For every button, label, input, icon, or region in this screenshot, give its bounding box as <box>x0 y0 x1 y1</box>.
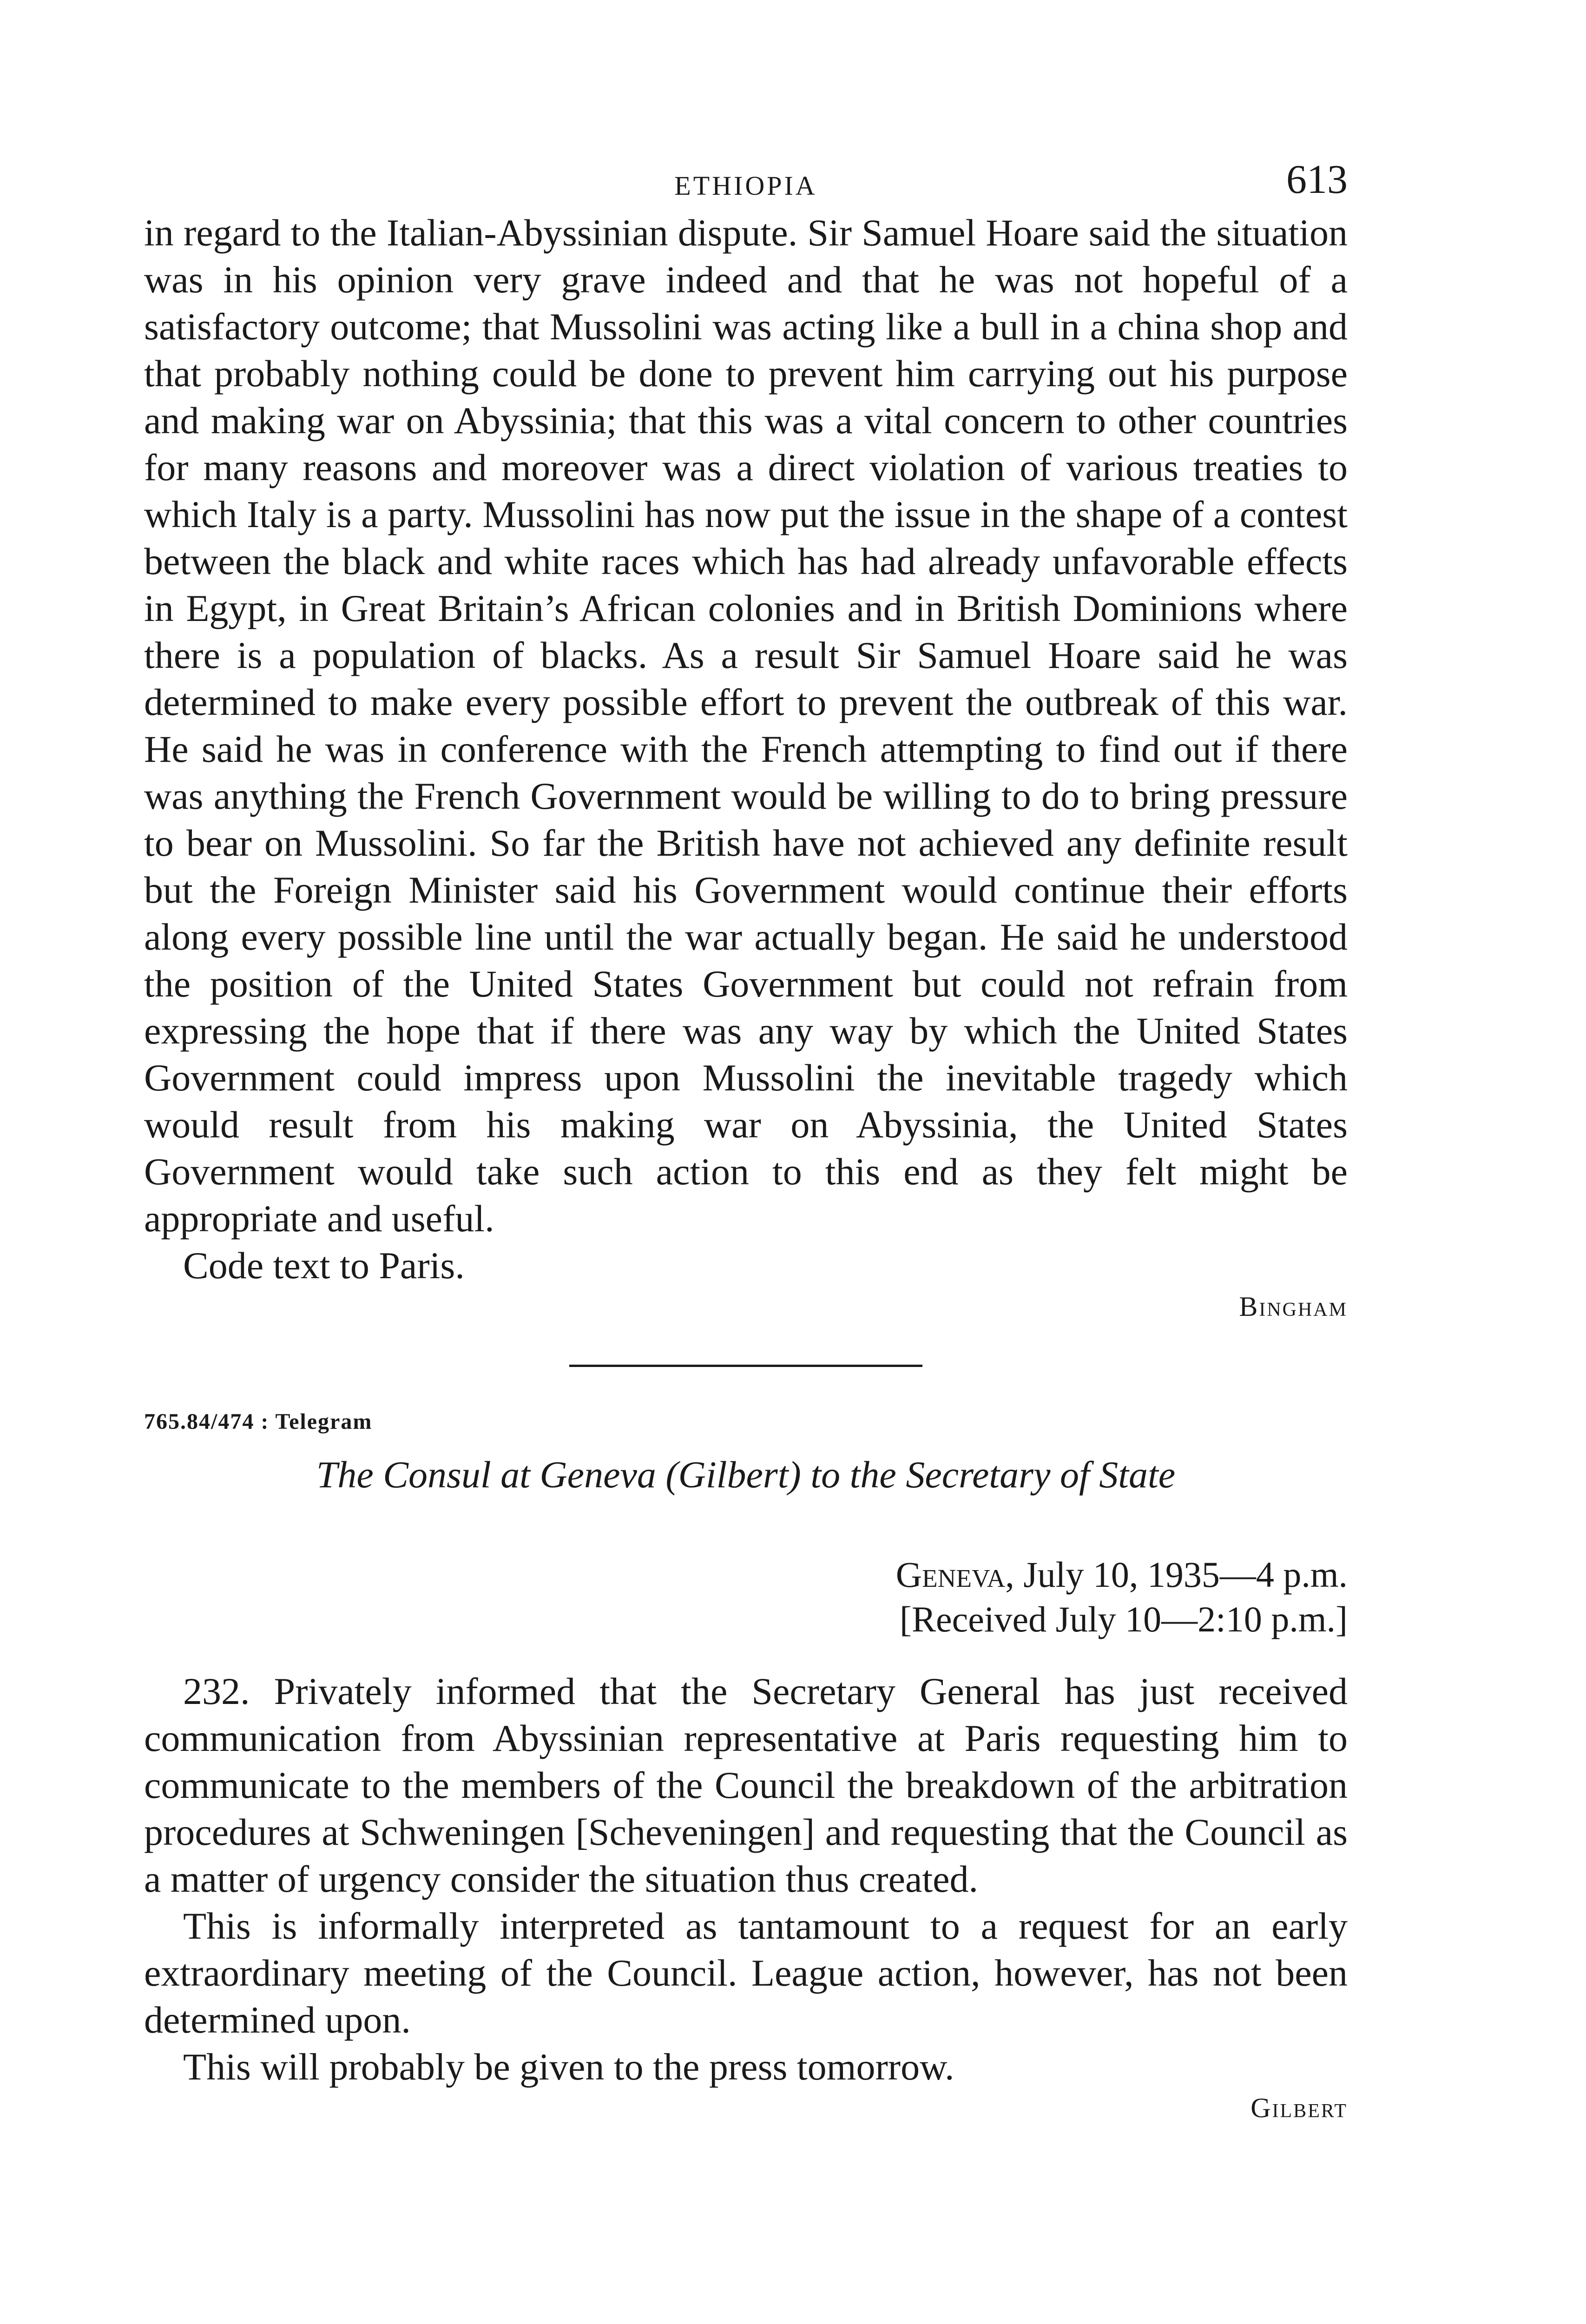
dateline-sent <box>144 1552 1348 1597</box>
telegram-paragraph-3: This will probably be given to the press tomorrow. <box>183 2046 954 2088</box>
dateline-received: [Received July 10—2:10 p.m.] <box>900 1599 1348 1639</box>
telegram-paragraph-2: This is informally interpreted as tantamount to a request for an early extraordinary meeting of the Council. League action, however, has not been determined upon. <box>144 1905 1348 2041</box>
dateline <box>144 1552 1348 1642</box>
section-divider <box>569 1365 922 1367</box>
document-title: The Consul at Geneva (Gilbert) to the Secretary of State <box>316 1453 1176 1496</box>
body-paragraph: in regard to the Italian-Abyssinian dispute. Sir Samuel Hoare said the situation was in his opinion very grave indeed and that he was not hopeful of a satisfactory outcome; that Mussolini was acting like a bull in a china shop and that probably nothing could be done to prevent him carrying out his purpose and making war on Abyssinia; that this was a vital concern to other countries for many reasons and moreover was a direct violation of various treaties to which Italy is a party. Mussolini has now put the issue in the shape of a contest between the black and white races which has had already unfavorable effects in Egypt, in Great Britain’s African colonies and in British Dominions where there is a population of blacks. As a result Sir Samuel Hoare said he was determined to make every possible effort to prevent the outbreak of this war. He said he was in conference with the French attempting to find out if there was anything the French Government would be willing to do to bring pressure to bear on Mussolini. So far the British have not achieved any definite result but the Foreign Minister said his Government would continue their efforts along every possible line until the war actually began. He said he understood the position of the United States Government but could not refrain from expressing the hope that if there was any way by which the United States Government could impress upon Mussolini the inevitable tragedy which would result from his making war on Abyssinia, the United States Government would take such action to this end as they felt might be appropriate and useful. <box>144 211 1348 1240</box>
file-reference: 765.84/474 : Telegram <box>144 1409 373 1434</box>
page-number: 613 <box>1286 157 1348 202</box>
dateline-place: Geneva <box>895 1554 1006 1595</box>
document-page <box>144 153 1348 2124</box>
signature-bingham: Bingham <box>1239 1291 1348 1322</box>
signature-gilbert: Gilbert <box>1250 2093 1348 2123</box>
dateline-date: , July 10, 1935—4 p.m. <box>1005 1554 1348 1595</box>
telegram-paragraph-1: 232. Privately informed that the Secretary General has just received communication from Abyssinian representative at Paris requesting him to communicate to the members of the Council the breakdown of the arbitration procedures at Schweningen [Scheveningen] and requesting that the Council as a matter of urgency consider the situation thus created. <box>144 1670 1348 1900</box>
closing-line: Code text to Paris. <box>183 1244 465 1287</box>
running-title: ETHIOPIA <box>674 171 817 201</box>
running-header <box>144 153 1348 209</box>
